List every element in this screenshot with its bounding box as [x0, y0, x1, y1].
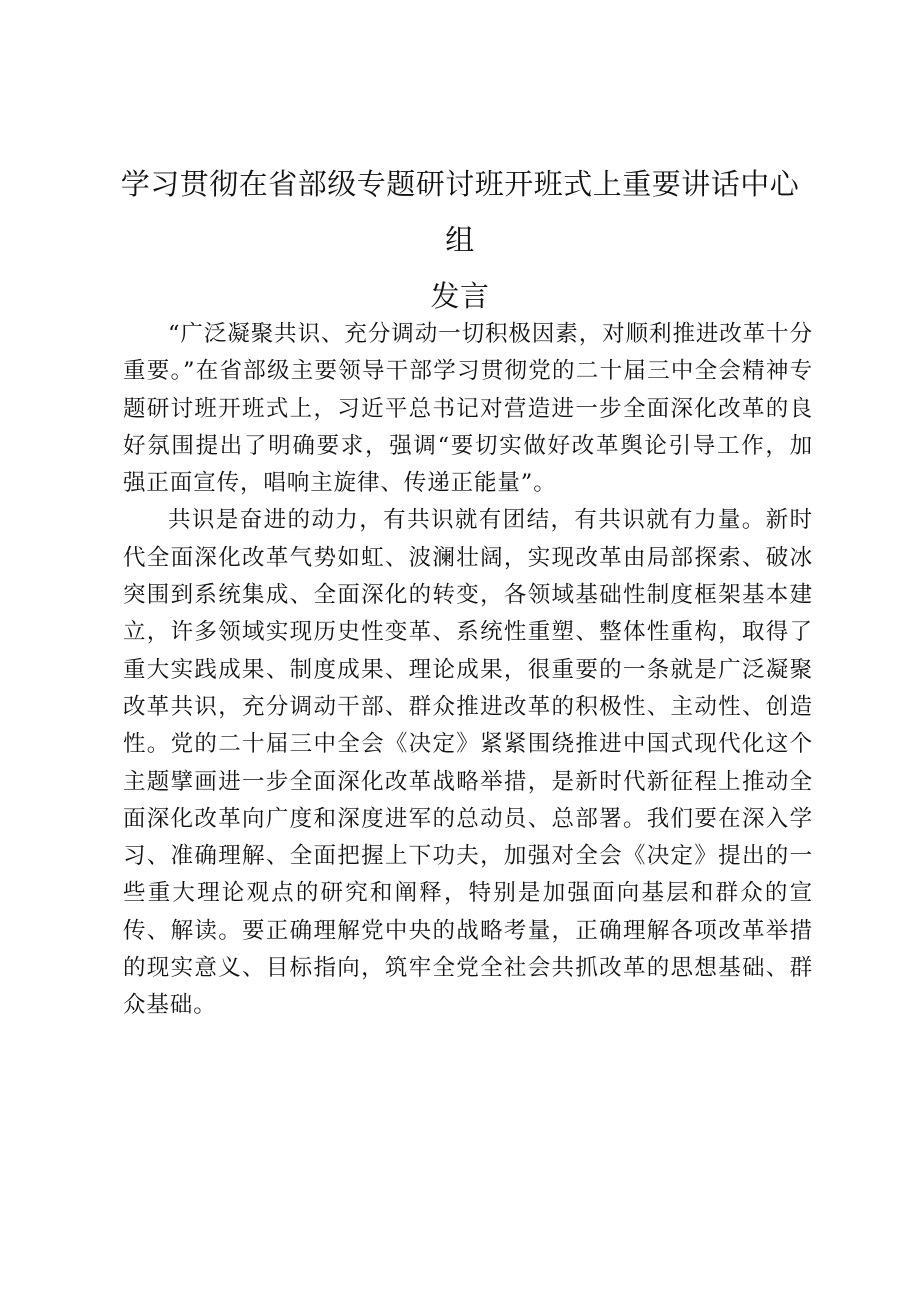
document-title	[110, 156, 810, 324]
title-line-2: 发言	[430, 279, 490, 313]
paragraph-1: “广泛凝聚共识、充分调动一切积极因素，对顺利推进改革十分重要。”在省部级主要领导干部学习贯彻党的二十届三中全会精神专题研讨班开班式上，习近平总书记对营造进一步全面深化改革的良好氛围提出了明确要求，强调“要切实做好改革舆论引导工作，加强正面宣传，唱响主旋律、传递正能量”。	[123, 321, 813, 497]
paragraph-2: 共识是奋进的动力，有共识就有团结，有共识就有力量。新时代全面深化改革气势如虹、波澜壮阔，实现改革由局部探索、破冰突围到系统集成、全面深化的转变，各领域基础性制度框架基本建立，许多领域实现历史性变革、系统性重塑、整体性重构，取得了重大实践成果、制度成果、理论成果，很重要的一条就是广泛凝聚改革共识，充分调动干部、群众推进改革的积极性、主动性、创造性。党的二十届三中全会《决定》紧紧围绕推进中国式现代化这个主题擘画进一步全面深化改革战略举措，是新时代新征程上推动全面深化改革向广度和深度进军的总动员、总部署。我们要在深入学习、准确理解、全面把握上下功夫，加强对全会《决定》提出的一些重大理论观点的研究和阐释，特别是加强面向基层和群众的宣传、解读。要正确理解党中央的战略考量，正确理解各项改革举措的现实意义、目标指向，筑牢全党全社会共抓改革的思想基础、群众基础。	[123, 507, 813, 1019]
document-body	[123, 316, 813, 1025]
title-line-1: 学习贯彻在省部级专题研讨班开班式上重要讲话中心组	[120, 167, 800, 257]
